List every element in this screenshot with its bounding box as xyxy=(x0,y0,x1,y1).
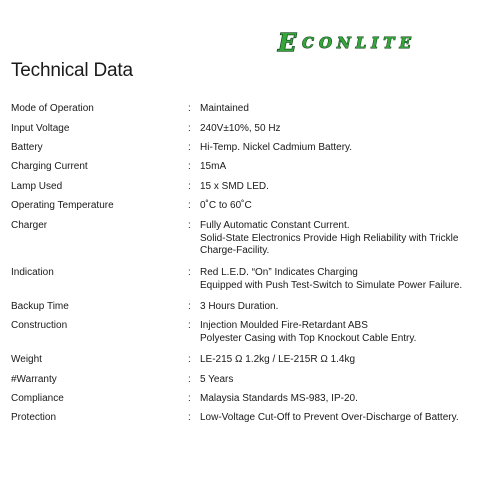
spec-value-line: Equipped with Push Test-Switch to Simulate Power Failure. xyxy=(200,279,463,291)
spec-label: Protection xyxy=(11,412,57,423)
spec-value xyxy=(200,354,496,367)
spec-label: Compliance xyxy=(11,393,64,404)
spec-label: Mode of Operation xyxy=(11,103,94,114)
spec-separator: : xyxy=(188,374,191,385)
spec-label: Backup Time xyxy=(11,301,69,312)
spec-separator: : xyxy=(188,161,191,172)
spec-label: Charger xyxy=(11,220,48,231)
spec-value xyxy=(200,103,496,116)
spec-label: Construction xyxy=(11,320,68,331)
spec-value xyxy=(200,161,496,174)
spec-label: Operating Temperature xyxy=(11,200,114,211)
spec-value-line: Solid-State Electronics Provide High Reliability with Trickle xyxy=(200,232,459,244)
spec-value xyxy=(200,393,496,406)
spec-value xyxy=(200,123,496,136)
svg-text:E: E xyxy=(278,31,297,53)
spec-value-line: 15mA xyxy=(200,161,227,172)
spec-label: Input Voltage xyxy=(11,123,70,134)
spec-separator: : xyxy=(188,412,191,423)
spec-label: #Warranty xyxy=(11,374,57,385)
econlite-logo xyxy=(276,31,476,53)
spec-value-line: 15 x SMD LED. xyxy=(200,181,269,192)
svg-text:CONLITE: CONLITE xyxy=(302,34,416,52)
spec-separator: : xyxy=(188,142,191,153)
spec-separator: : xyxy=(188,220,191,231)
spec-value-line: Maintained xyxy=(200,103,249,114)
spec-label: Charging Current xyxy=(11,161,88,172)
spec-value-line: Malaysia Standards MS-983, IP-20. xyxy=(200,393,358,404)
spec-value xyxy=(200,301,496,314)
spec-value-line: Low-Voltage Cut-Off to Prevent Over-Discharge of Battery. xyxy=(200,412,459,423)
spec-value-line: Charge-Facility. xyxy=(200,245,270,256)
spec-value-line: 3 Hours Duration. xyxy=(200,301,279,312)
spec-value-line: Fully Automatic Constant Current. xyxy=(200,220,350,231)
spec-label: Battery xyxy=(11,142,43,153)
spec-separator: : xyxy=(188,181,191,192)
spec-separator: : xyxy=(188,320,191,331)
spec-separator: : xyxy=(188,103,191,114)
spec-value-line: Polyester Casing with Top Knockout Cable Entry. xyxy=(200,332,417,344)
spec-label: Lamp Used xyxy=(11,181,63,192)
spec-value xyxy=(200,412,496,425)
spec-value xyxy=(200,267,496,292)
spec-value-line: Hi-Temp. Nickel Cadmium Battery. xyxy=(200,142,353,153)
spec-separator: : xyxy=(188,393,191,404)
spec-value-line: 5 Years xyxy=(200,374,234,385)
spec-value-line: Injection Moulded Fire-Retardant ABS xyxy=(200,320,368,331)
spec-value-line: 0˚C to 60˚C xyxy=(200,200,252,211)
spec-value-line: Red L.E.D. “On” Indicates Charging xyxy=(200,267,358,278)
spec-separator: : xyxy=(188,267,191,278)
spec-separator: : xyxy=(188,354,191,365)
spec-separator: : xyxy=(188,123,191,134)
spec-value xyxy=(200,142,496,155)
spec-value-line: LE-215 Ω 1.2kg / LE-215R Ω 1.4kg xyxy=(200,354,356,365)
spec-value-line: 240V±10%, 50 Hz xyxy=(200,123,281,134)
page-title: Technical Data xyxy=(11,60,133,81)
spec-separator: : xyxy=(188,200,191,211)
spec-value xyxy=(200,220,496,258)
spec-value xyxy=(200,320,496,345)
spec-label: Indication xyxy=(11,267,54,278)
spec-value xyxy=(200,200,496,213)
spec-value xyxy=(200,374,496,387)
spec-label: Weight xyxy=(11,354,42,365)
spec-separator: : xyxy=(188,301,191,312)
spec-value xyxy=(200,181,496,194)
